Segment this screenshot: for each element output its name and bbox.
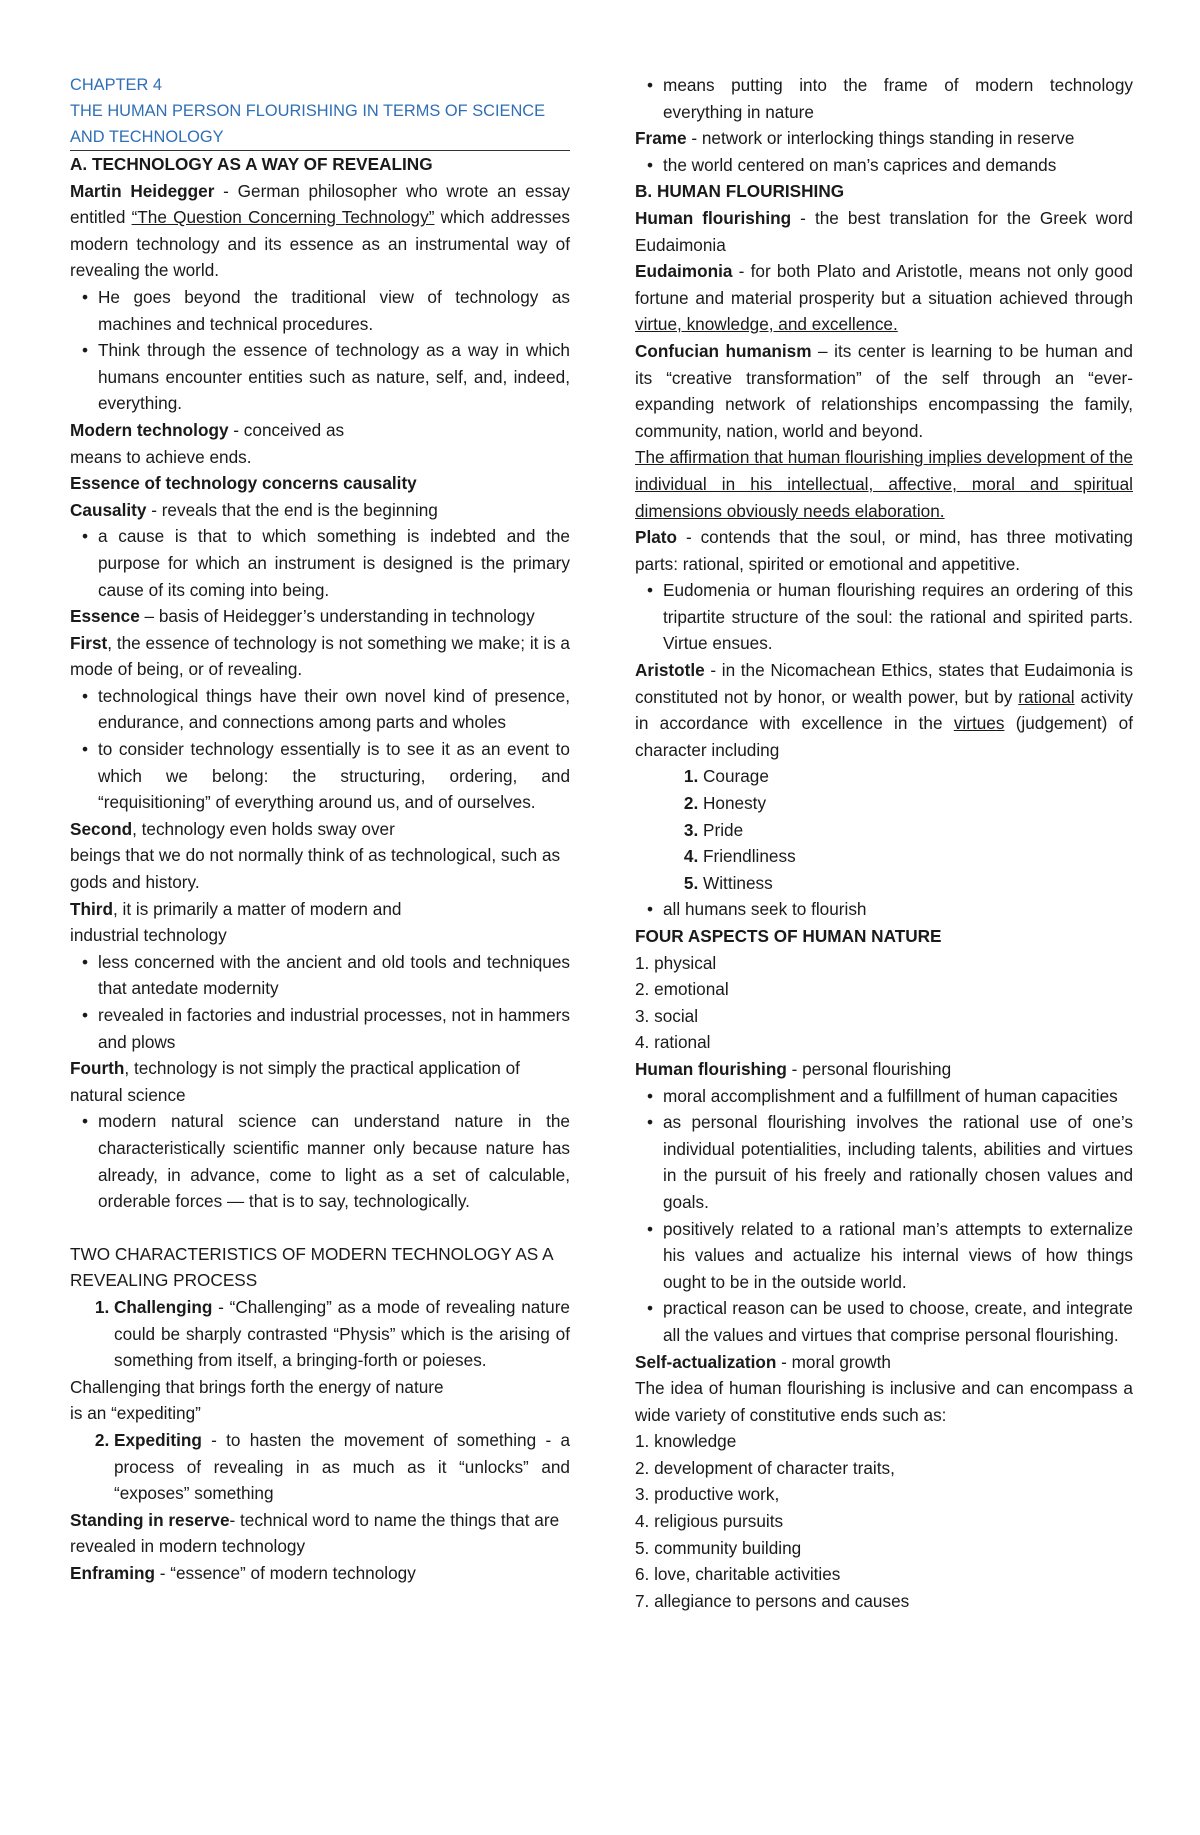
list-item: • to consider technology essentially is to see it as an event to which we belong: the structuring, ordering, and “requisitioning” of everything around us, and of ourselves. [98, 736, 570, 816]
aristotle-term: Aristotle [635, 660, 705, 681]
aristotle-text-2: activity in accordance with excellence in the [635, 686, 1133, 734]
causality-text: - reveals that the end is the beginning [146, 499, 438, 520]
list-item: 1. knowledge [635, 1431, 737, 1452]
list-item: • moral accomplishment and a fulfillment of human capacities [663, 1083, 1133, 1110]
list-item: • positively related to a rational man’s attempts to externalize his values and actualize his internal views of how things ought to be in the outside world. [663, 1216, 1133, 1296]
list-item: • all humans seek to flourish [663, 896, 1133, 923]
list-item: 2. development of character traits, [635, 1457, 895, 1478]
causality-bullets [70, 523, 570, 603]
virtues-list [635, 763, 1133, 896]
characteristics-list-2 [70, 1427, 570, 1507]
list-item: 3. Pride [703, 817, 1133, 844]
list-item: 4. rational [635, 1032, 711, 1053]
list-item: 1. physical [635, 952, 717, 973]
list-item: • means putting into the frame of modern technology everything in nature [663, 72, 1133, 125]
four-aspects-heading: FOUR ASPECTS OF HUMAN NATURE [635, 926, 942, 946]
personal-bullets [635, 1083, 1133, 1349]
section-b-heading: B. HUMAN FLOURISHING [635, 181, 845, 202]
expediting-text: - to hasten the movement of something - a process of revealing in as much as it “unlocks” and “exposes” something [114, 1429, 570, 1504]
fourth-paragraph [70, 1055, 570, 1108]
list-item: • as personal flourishing involves the rational use of one’s individual potentialities, including talents, abilities and virtues in the pursuit of his freely and rationally chosen values and goals. [663, 1109, 1133, 1215]
first-term: First [70, 632, 108, 653]
virtues-underline: virtues [953, 713, 1005, 734]
list-item: 4. Friendliness [703, 843, 1133, 870]
confucian-text: – its center is learning to be human and its “creative transformation” of the self through an “ever-expanding network of relationships encompassing the family, community, nation, world and beyond. [635, 340, 1133, 441]
second-text: , technology even holds sway over [132, 818, 395, 839]
enframing-term: Enframing [70, 1562, 155, 1583]
expediting-term: Expediting [114, 1429, 202, 1450]
essence-text: – basis of Heidegger’s understanding in technology [139, 606, 535, 627]
aristotle-text-3: (judgement) of character including [635, 713, 1133, 760]
list-item: • modern natural science can understand nature in the characteristically scientific manner only because nature has already, in advance, come to light as a set of calculable, orderable forces — that is to say, technologically. [98, 1108, 570, 1214]
list-item: • the world centered on man’s caprices and demands [663, 152, 1133, 179]
modern-tech-text-2: means to achieve ends. [70, 446, 252, 467]
list-item: 3. productive work, [635, 1484, 780, 1505]
personal-flourishing-paragraph [635, 1056, 1133, 1083]
challenging-text: - “Challenging” as a mode of revealing nature could be sharply contrasted “Physis” which is the arising of something from itself, a bringing-forth or poieses. [114, 1296, 570, 1371]
list-item: • a cause is that to which something is indebted and the purpose for which an instrument is designed is the primary cause of its coming into being. [98, 523, 570, 603]
fourth-text: , technology is not simply the practical application of natural science [70, 1058, 520, 1105]
personal-term: Human flourishing [635, 1058, 787, 1079]
list-item: 6. love, charitable activities [635, 1564, 841, 1585]
plato-bullets [635, 577, 1133, 657]
human-flourishing-term: Human flourishing [635, 207, 792, 228]
confucian-paragraph [635, 338, 1133, 444]
first-paragraph [70, 630, 570, 683]
second-term: Second [70, 818, 133, 839]
essence-term: Essence [70, 606, 140, 627]
challenging-after-2: is an “expediting” [70, 1403, 201, 1424]
all-humans-bullets [635, 896, 1133, 923]
list-item: 4. religious pursuits [635, 1511, 784, 1532]
causality-term: Causality [70, 499, 147, 520]
third-paragraph [70, 896, 570, 923]
human-flourishing-paragraph [635, 205, 1133, 258]
list-item: • practical reason can be used to choose, create, and integrate all the values and virtues that comprise personal flourishing. [663, 1295, 1133, 1348]
list-item: 1. Courage [703, 763, 1133, 790]
causality-paragraph [70, 497, 570, 524]
heidegger-bullets [70, 284, 570, 417]
list-item [114, 1294, 570, 1374]
essay-title: “The Question Concerning Technology” [131, 207, 435, 228]
plato-term: Plato [635, 527, 678, 548]
frame-bullets [635, 152, 1133, 179]
chapter-label: CHAPTER 4 [70, 76, 162, 94]
third-term: Third [70, 898, 113, 919]
list-item: • Think through the essence of technology as a way in which humans encounter entities such as nature, self, and, indeed, everything. [98, 337, 570, 417]
right-column [635, 72, 1133, 1614]
frame-text: - network or interlocking things standing in reserve [686, 128, 1075, 149]
list-item: 2. emotional [635, 979, 729, 1000]
list-item: • Eudomenia or human flourishing requires an ordering of this tripartite structure of the soul: the rational and spirited parts. Virtue ensues. [663, 577, 1133, 657]
second-text-2: beings that we do not normally think of as technological, such as gods and history. [70, 845, 561, 893]
heidegger-text: - German philosopher who wrote an essay entitled [70, 180, 571, 228]
enframing-bullets [635, 72, 1133, 125]
self-act-text: - moral growth [776, 1351, 891, 1372]
chapter-title: THE HUMAN PERSON FLOURISHING IN TERMS OF SCIENCE AND TECHNOLOGY [70, 98, 570, 151]
list-item: 5. Wittiness [703, 870, 1133, 897]
left-column [70, 72, 570, 1586]
human-flourishing-text: - the best translation for the Greek word Eudaimonia [635, 207, 1133, 255]
standing-text: - technical word to name the things that are revealed in modern technology [70, 1509, 560, 1557]
eudaimonia-underline: virtue, knowledge, and excellence. [635, 314, 898, 335]
characteristics-list [70, 1294, 570, 1374]
third-text: , it is primarily a matter of modern and [112, 898, 402, 919]
heidegger-paragraph [70, 178, 570, 284]
eudaimonia-term: Eudaimonia [635, 261, 733, 282]
self-actualization-paragraph [635, 1349, 1133, 1376]
eudaimonia-text: - for both Plato and Aristotle, means not only good fortune and material prosperity but a situation achieved through [635, 261, 1133, 308]
plato-text: - contends that the soul, or mind, has three motivating parts: rational, spirited or emotional and appetitive. [635, 527, 1133, 574]
frame-paragraph [635, 125, 1133, 152]
enframing-text: - “essence” of modern technology [155, 1562, 416, 1583]
enframing-paragraph [70, 1560, 570, 1587]
rational-underline: rational [1018, 686, 1075, 707]
list-item [114, 1427, 570, 1507]
fourth-term: Fourth [70, 1058, 125, 1079]
standing-paragraph [70, 1507, 570, 1560]
eudaimonia-paragraph [635, 258, 1133, 338]
standing-term: Standing in reserve [70, 1509, 230, 1530]
frame-term: Frame [635, 128, 687, 149]
list-item: • technological things have their own novel kind of presence, endurance, and connections among parts and wholes [98, 683, 570, 736]
list-item: 7. allegiance to persons and causes [635, 1590, 910, 1611]
third-bullets [70, 949, 570, 1055]
first-text: , the essence of technology is not something we make; it is a mode of being, or of revealing. [70, 632, 570, 680]
fourth-bullets [70, 1108, 570, 1214]
list-item: 3. social [635, 1005, 699, 1026]
list-item: • revealed in factories and industrial processes, not in hammers and plows [98, 1002, 570, 1055]
affirmation-paragraph: The affirmation that human flourishing implies development of the individual in his intellectual, affective, moral and spiritual dimensions obviously needs elaboration. [635, 447, 1133, 521]
heidegger-term: Martin Heidegger [70, 180, 215, 201]
modern-tech-text: - conceived as [228, 419, 345, 440]
modern-tech-term: Modern technology [70, 419, 229, 440]
first-bullets [70, 683, 570, 816]
list-item: • less concerned with the ancient and old tools and techniques that antedate modernity [98, 949, 570, 1002]
self-act-term: Self-actualization [635, 1351, 777, 1372]
list-item: 5. community building [635, 1537, 802, 1558]
confucian-term: Confucian humanism [635, 340, 812, 361]
aristotle-paragraph [635, 657, 1133, 763]
essence-causality: Essence of technology concerns causality [70, 473, 417, 494]
two-characteristics-heading: TWO CHARACTERISTICS OF MODERN TECHNOLOGY AS A REVEALING PROCESS [70, 1243, 553, 1291]
third-text-2: industrial technology [70, 925, 227, 946]
challenging-term: Challenging [114, 1296, 213, 1317]
second-paragraph [70, 816, 570, 843]
essence-paragraph [70, 603, 570, 630]
challenging-after: Challenging that brings forth the energy of nature [70, 1376, 444, 1397]
aristotle-text: - in the Nicomachean Ethics, states that Eudaimonia is constituted not by honor, or wealth power, but by [635, 660, 1133, 707]
modern-tech-paragraph [70, 417, 570, 444]
list-item: • He goes beyond the traditional view of technology as machines and technical procedures. [98, 284, 570, 337]
list-item: 2. Honesty [703, 790, 1133, 817]
spacer [70, 1215, 570, 1241]
personal-text: - personal flourishing [786, 1058, 952, 1079]
section-a-heading: A. TECHNOLOGY AS A WAY OF REVEALING [70, 154, 433, 174]
plato-paragraph [635, 524, 1133, 577]
idea-paragraph: The idea of human flourishing is inclusive and can encompass a wide variety of constitutive ends such as: [635, 1378, 1133, 1425]
heidegger-text-2: which addresses modern technology and its essence as an instrumental way of revealing the world. [70, 207, 570, 281]
